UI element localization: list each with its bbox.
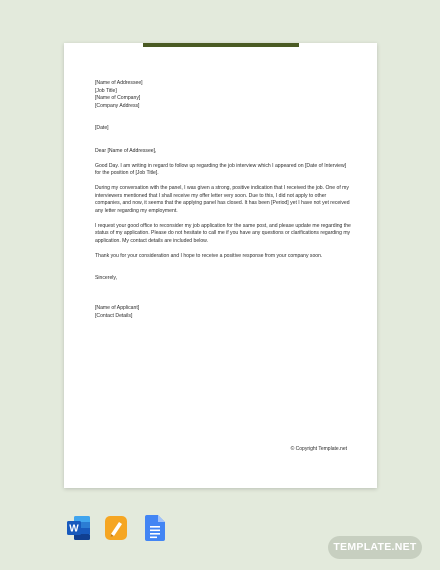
signature-line: [Name of Applicant] (95, 305, 140, 311)
addressee-line: [Job Title] (95, 87, 117, 94)
paragraph-4: Thank you for your consideration and I hope to receive a positive response from your company soon. (95, 252, 323, 259)
google-docs-icon[interactable] (145, 515, 165, 546)
header-accent-bar (143, 43, 299, 47)
addressee-block (95, 80, 353, 110)
pages-icon[interactable] (104, 515, 128, 546)
word-letter: W (69, 523, 79, 535)
paragraph-2: During my conversation with the panel, I was given a strong, positive indication that I received the job. One of my interviewers mentioned that I shall receive my offer letter very soon. Due to this, I did not apply to other companies, and now, it seems that the applying panel has closed. It has been [Period] yet I have not yet received any letter regarding my employment. (95, 185, 350, 214)
letter-page (64, 43, 377, 488)
addressee-line: [Name of Company] (95, 95, 141, 101)
salutation: Dear [Name of Addressee], (95, 147, 157, 154)
signature-line: [Contact Details] (95, 312, 133, 319)
copyright-notice: © Copyright Template.net (290, 446, 347, 452)
paragraph-3: I request your good office to reconsider my job application for the same post, and please update me regarding the status of my application. Please do not hesitate to call me if you have any questions or clarifications regarding my application. My contact details are included below. (95, 222, 351, 244)
letter-date: [Date] (95, 125, 109, 131)
word-icon[interactable] (67, 515, 91, 546)
paragraph-1: Good Day. I am writing in regard to follow up regarding the job interview which I appeared on [Date of Interview] for the position of [Job Title]. (95, 162, 347, 176)
addressee-line: [Company Address] (95, 102, 140, 109)
template-net-logo[interactable]: TEMPLATE.NET (328, 536, 422, 559)
letter-body (95, 80, 353, 320)
addressee-line: [Name of Addressee] (95, 80, 143, 86)
closing: Sincerely, (95, 275, 117, 281)
